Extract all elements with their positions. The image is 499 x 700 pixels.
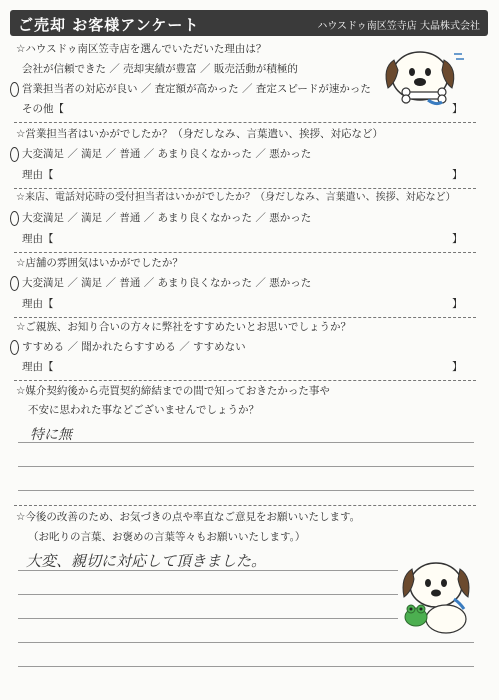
q5-options: すすめる ／ 聞かれたらすすめる ／ すすめない (22, 341, 246, 353)
writing-line (18, 642, 474, 643)
q1-options-line1: 会社が信頼できた ／ 売却実績が豊富 ／ 販売活動が積極的 (22, 63, 298, 75)
q6-question: ☆媒介契約後から売買契約締結までの間で知っておきたかった事や (16, 385, 330, 397)
answer-circle-mark (10, 340, 19, 355)
section-divider (14, 188, 476, 189)
writing-line (18, 570, 398, 571)
answer-circle-mark (10, 211, 19, 226)
q5-reason-label: 理由【 (22, 361, 54, 373)
q3-question: ☆来店、電話対応時の受付担当者はいかがでしたか？（身だしなみ、言葉遣い、挨拶、対応など） (16, 192, 456, 203)
survey-title: ご売却 お客様アンケート (18, 16, 200, 34)
q1-question: ☆ハウスドゥ南区笠寺店を選んでいただいた理由は？ (16, 43, 267, 55)
section-divider (14, 252, 476, 253)
writing-line (18, 618, 398, 619)
q7-question-line2: （お叱りの言葉、お褒めの言葉等々もお願いいたします。） (28, 531, 306, 543)
section-divider (14, 380, 476, 381)
writing-line (18, 666, 474, 667)
answer-circle-mark (10, 147, 19, 162)
q1-other-close: 】 (452, 103, 463, 115)
q4-options: 大変満足 ／ 満足 ／ 普通 ／ あまり良くなかった ／ 悪かった (22, 277, 312, 289)
q5-question: ☆ご親族、お知り合いの方々に弊社をすすめたいとお思いでしょうか？ (16, 321, 352, 333)
section-divider (14, 122, 476, 123)
q1-options-line2: 営業担当者の対応が良い ／ 査定額が高かった ／ 査定スピードが速かった (22, 83, 371, 95)
section-divider (14, 317, 476, 318)
q1-other-label: その他【 (22, 103, 64, 115)
q7-handwritten-answer: 大変、親切に対応して頂きました。 (26, 552, 267, 570)
q2-reason-close: 】 (452, 169, 463, 181)
section-divider (14, 505, 476, 506)
writing-line (18, 466, 474, 467)
q5-reason-close: 】 (452, 361, 463, 373)
writing-line (18, 490, 474, 491)
q4-question: ☆店舗の雰囲気はいかがでしたか？ (16, 257, 183, 269)
q6-question-line2: 不安に思われた事などございませんでしょうか？ (28, 404, 259, 416)
q6-handwritten-answer: 特に無 (30, 427, 72, 443)
q3-reason-close: 】 (452, 233, 463, 245)
q2-options: 大変満足 ／ 満足 ／ 普通 ／ あまり良くなかった ／ 悪かった (22, 148, 312, 160)
writing-line (18, 594, 398, 595)
answer-circle-mark (10, 276, 19, 291)
q3-reason-label: 理由【 (22, 233, 54, 245)
q2-reason-label: 理由【 (22, 169, 54, 181)
survey-header (10, 10, 488, 36)
q7-question: ☆今後の改善のため、お気づきの点や率直なご意見をお願いいたします。 (16, 511, 361, 523)
q3-options: 大変満足 ／ 満足 ／ 普通 ／ あまり良くなかった ／ 悪かった (22, 212, 312, 224)
answer-circle-mark (10, 82, 19, 97)
dog-with-frog-mascot-icon (394, 555, 480, 637)
company-name: ハウスドゥ南区笠寺店 大晶株式会社 (317, 21, 480, 32)
dog-mascot-icon (378, 42, 468, 112)
q4-reason-label: 理由【 (22, 298, 54, 310)
writing-line (18, 442, 474, 443)
q4-reason-close: 】 (452, 298, 463, 310)
q2-question: ☆営業担当者はいかがでしたか？（身だしなみ、言葉遣い、挨拶、対応など） (16, 128, 384, 140)
